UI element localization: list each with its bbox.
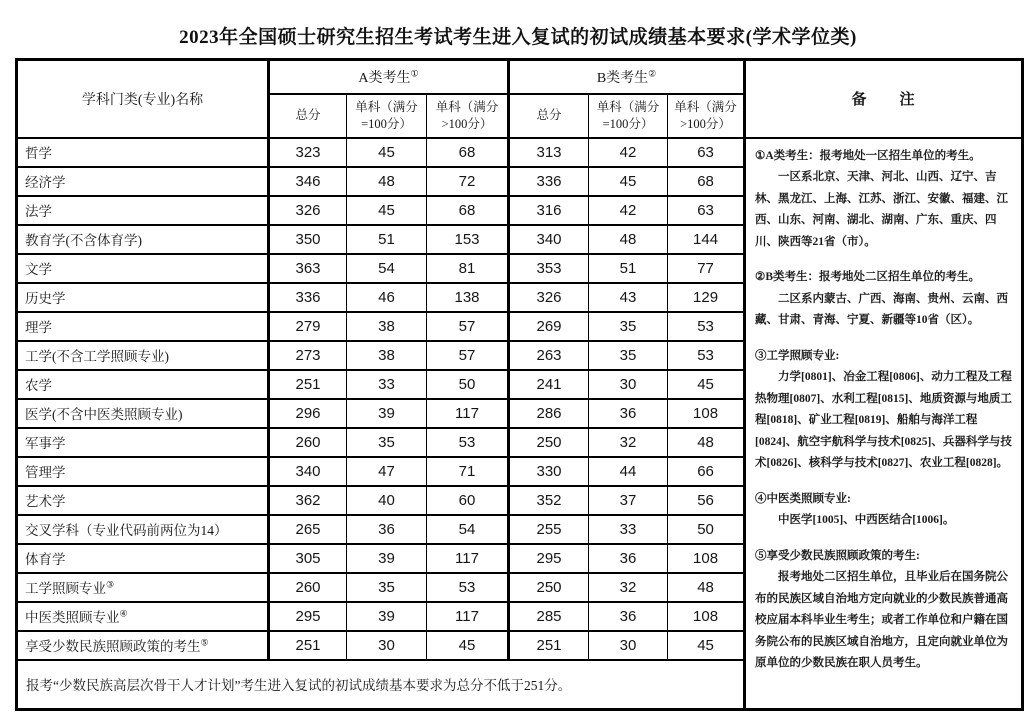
score-cell: 53: [668, 341, 745, 370]
score-cell: 326: [269, 196, 347, 225]
score-cell: 44: [589, 457, 668, 486]
score-cell: 50: [668, 515, 745, 544]
col-header-a-total: 总分: [269, 94, 347, 138]
score-cell: 63: [668, 138, 745, 167]
group-b-header: B类考生②: [509, 60, 745, 94]
subject-cell: 工学照顾专业③: [17, 573, 269, 602]
subject-cell: 理学: [17, 312, 269, 341]
subject-cell: 文学: [17, 254, 269, 283]
group-a-header: A类考生①: [269, 60, 509, 94]
score-cell: 346: [269, 167, 347, 196]
score-cell: 363: [269, 254, 347, 283]
score-cell: 66: [668, 457, 745, 486]
score-cell: 39: [347, 399, 427, 428]
subject-cell: 历史学: [17, 283, 269, 312]
score-cell: 43: [589, 283, 668, 312]
score-cell: 295: [509, 544, 589, 573]
score-cell: 36: [589, 399, 668, 428]
footnote-text: 报考“少数民族高层次骨干人才计划”考生进入复试的初试成绩基本要求为总分不低于251分。: [17, 660, 745, 710]
remark-note-body: 二区系内蒙古、广西、海南、贵州、云南、西藏、甘肃、青海、宁夏、新疆等10省（区）。: [755, 292, 1009, 326]
score-cell: 81: [427, 254, 509, 283]
score-cell: 263: [509, 341, 589, 370]
score-cell: 35: [589, 341, 668, 370]
score-cell: 330: [509, 457, 589, 486]
subject-cell: 教育学(不含体育学): [17, 225, 269, 254]
subject-cell: 享受少数民族照顾政策的考生⑤: [17, 631, 269, 660]
score-cell: 71: [427, 457, 509, 486]
score-cell: 47: [347, 457, 427, 486]
subject-cell: 医学(不含中医类照顾专业): [17, 399, 269, 428]
score-cell: 48: [589, 225, 668, 254]
score-cell: 30: [589, 370, 668, 399]
score-cell: 138: [427, 283, 509, 312]
remark-note: [755, 546, 1013, 675]
score-cell: 54: [347, 254, 427, 283]
score-cell: 53: [668, 312, 745, 341]
score-cell: 336: [509, 167, 589, 196]
score-cell: 295: [269, 602, 347, 631]
score-cell: 265: [269, 515, 347, 544]
table-body: [17, 138, 1023, 710]
score-cell: 68: [427, 196, 509, 225]
score-cell: 45: [427, 631, 509, 660]
score-cell: 250: [509, 573, 589, 602]
subject-cell: 法学: [17, 196, 269, 225]
score-cell: 117: [427, 602, 509, 631]
subject-cell: 军事学: [17, 428, 269, 457]
score-cell: 36: [347, 515, 427, 544]
remark-note: [755, 346, 1013, 475]
row-superscript: ④: [119, 608, 128, 619]
score-cell: 68: [668, 167, 745, 196]
score-cell: 269: [509, 312, 589, 341]
score-cell: 36: [589, 602, 668, 631]
score-cell: 45: [347, 196, 427, 225]
score-cell: 35: [589, 312, 668, 341]
score-cell: 50: [427, 370, 509, 399]
score-cell: 250: [509, 428, 589, 457]
score-cell: 63: [668, 196, 745, 225]
score-cell: 57: [427, 341, 509, 370]
score-cell: 77: [668, 254, 745, 283]
score-cell: 53: [427, 573, 509, 602]
remark-note-body: 中医学[1005]、中西医结合[1006]。: [778, 514, 955, 526]
score-cell: 38: [347, 312, 427, 341]
score-cell: 30: [347, 631, 427, 660]
score-cell: 30: [589, 631, 668, 660]
score-cell: 45: [589, 167, 668, 196]
subject-cell: 哲学: [17, 138, 269, 167]
subject-cell: 艺术学: [17, 486, 269, 515]
remark-note-body: 力学[0801]、冶金工程[0806]、动力工程及工程热物理[0807]、水利工程[0815]、地质资源与地质工程[0818]、矿业工程[0819]、船舶与海洋工程[0824]、航空宇航科学与技术[0825]、兵器科学与技术[0826]、核科学与技术[0827]、农业工程[0828]。: [755, 371, 1012, 469]
score-cell: 144: [668, 225, 745, 254]
score-cell: 255: [509, 515, 589, 544]
score-cell: 39: [347, 602, 427, 631]
score-cell: 42: [589, 138, 668, 167]
score-cell: 57: [427, 312, 509, 341]
score-cell: 38: [347, 341, 427, 370]
score-cell: 279: [269, 312, 347, 341]
remarks-column-header: 备 注: [745, 60, 1023, 138]
score-cell: 153: [427, 225, 509, 254]
score-cell: 32: [589, 428, 668, 457]
score-cell: 48: [668, 573, 745, 602]
score-cell: 251: [509, 631, 589, 660]
score-cell: 313: [509, 138, 589, 167]
score-cell: 326: [509, 283, 589, 312]
score-cell: 350: [269, 225, 347, 254]
col-header-a-over100: 单科（满分>100分）: [427, 94, 509, 138]
score-cell: 305: [269, 544, 347, 573]
score-cell: 72: [427, 167, 509, 196]
score-cell: 39: [347, 544, 427, 573]
remark-note: [755, 489, 1013, 532]
group-a-superscript: ①: [410, 68, 419, 79]
score-cell: 260: [269, 573, 347, 602]
remark-note-heading: ⑤享受少数民族照顾政策的考生:: [755, 549, 920, 562]
col-header-b-total: 总分: [509, 94, 589, 138]
subject-cell: 工学(不含工学照顾专业): [17, 341, 269, 370]
score-cell: 37: [589, 486, 668, 515]
page-title: 2023年全国硕士研究生招生考试考生进入复试的初试成绩基本要求(学术学位类): [179, 27, 857, 48]
subject-cell: 管理学: [17, 457, 269, 486]
score-cell: 108: [668, 544, 745, 573]
score-cell: 285: [509, 602, 589, 631]
group-b-superscript: ②: [648, 68, 657, 79]
col-header-b-over100: 单科（满分>100分）: [668, 94, 745, 138]
score-cell: 35: [347, 573, 427, 602]
col-header-b-single100: 单科（满分=100分）: [589, 94, 668, 138]
score-cell: 241: [509, 370, 589, 399]
score-cell: 40: [347, 486, 427, 515]
score-cell: 117: [427, 544, 509, 573]
score-cell: 51: [347, 225, 427, 254]
score-cell: 273: [269, 341, 347, 370]
score-cell: 53: [427, 428, 509, 457]
score-cell: 316: [509, 196, 589, 225]
score-cell: 260: [269, 428, 347, 457]
remark-note-heading: ③工学照顾专业:: [755, 349, 840, 362]
score-cell: 340: [509, 225, 589, 254]
score-cell: 117: [427, 399, 509, 428]
score-cell: 51: [589, 254, 668, 283]
score-cell: 54: [427, 515, 509, 544]
remark-note-heading: ④中医类照顾专业:: [755, 492, 851, 505]
subject-cell: 农学: [17, 370, 269, 399]
score-cell: 36: [589, 544, 668, 573]
subject-cell: 中医类照顾专业④: [17, 602, 269, 631]
score-cell: 336: [269, 283, 347, 312]
score-cell: 42: [589, 196, 668, 225]
remark-note: [755, 267, 1013, 332]
remark-note-heading: ①A类考生：报考地处一区招生单位的考生。: [755, 149, 981, 162]
score-cell: 251: [269, 370, 347, 399]
score-cell: 323: [269, 138, 347, 167]
score-cell: 45: [347, 138, 427, 167]
score-cell: 340: [269, 457, 347, 486]
score-cell: 68: [427, 138, 509, 167]
col-header-a-single100: 单科（满分=100分）: [347, 94, 427, 138]
score-cell: 45: [668, 370, 745, 399]
score-cell: 362: [269, 486, 347, 515]
table-row: [17, 138, 1023, 167]
score-cell: 352: [509, 486, 589, 515]
score-cell: 32: [589, 573, 668, 602]
score-cell: 45: [668, 631, 745, 660]
score-cell: 286: [509, 399, 589, 428]
row-superscript: ⑤: [200, 637, 209, 648]
subject-cell: 体育学: [17, 544, 269, 573]
remark-note-body: 一区系北京、天津、河北、山西、辽宁、吉林、黑龙江、上海、江苏、浙江、安徽、福建、江西、山东、河南、湖北、湖南、广东、重庆、四川、陕西等21省（市）。: [755, 171, 1009, 248]
score-cell: 108: [668, 399, 745, 428]
score-cell: 33: [589, 515, 668, 544]
score-cell: 48: [347, 167, 427, 196]
subject-cell: 交叉学科（专业代码前两位为14）: [17, 515, 269, 544]
remark-note-heading: ②B类考生：报考地处二区招生单位的考生。: [755, 271, 981, 283]
row-superscript: ③: [106, 579, 115, 590]
score-cell: 251: [269, 631, 347, 660]
score-cell: 48: [668, 428, 745, 457]
score-cell: 56: [668, 486, 745, 515]
subject-cell: 经济学: [17, 167, 269, 196]
score-cell: 296: [269, 399, 347, 428]
score-cell: 129: [668, 283, 745, 312]
remarks-cell: [745, 138, 1023, 710]
score-cell: 46: [347, 283, 427, 312]
score-cell: 353: [509, 254, 589, 283]
score-cell: 35: [347, 428, 427, 457]
remark-note-body: 报考地处二区招生单位，且毕业后在国务院公布的民族区域自治地方定向就业的少数民族普通高校应届本科毕业生考生；或者工作单位和户籍在国务院公布的民族区域自治地方，且定向就业单位为原单位的少数民族在职人员考生。: [755, 571, 1009, 669]
remark-note: [755, 146, 1013, 254]
score-cell: 33: [347, 370, 427, 399]
score-cell: 108: [668, 602, 745, 631]
score-requirements-table: [15, 58, 1024, 711]
score-cell: 60: [427, 486, 509, 515]
subject-column-header: 学科门类(专业)名称: [17, 60, 269, 138]
